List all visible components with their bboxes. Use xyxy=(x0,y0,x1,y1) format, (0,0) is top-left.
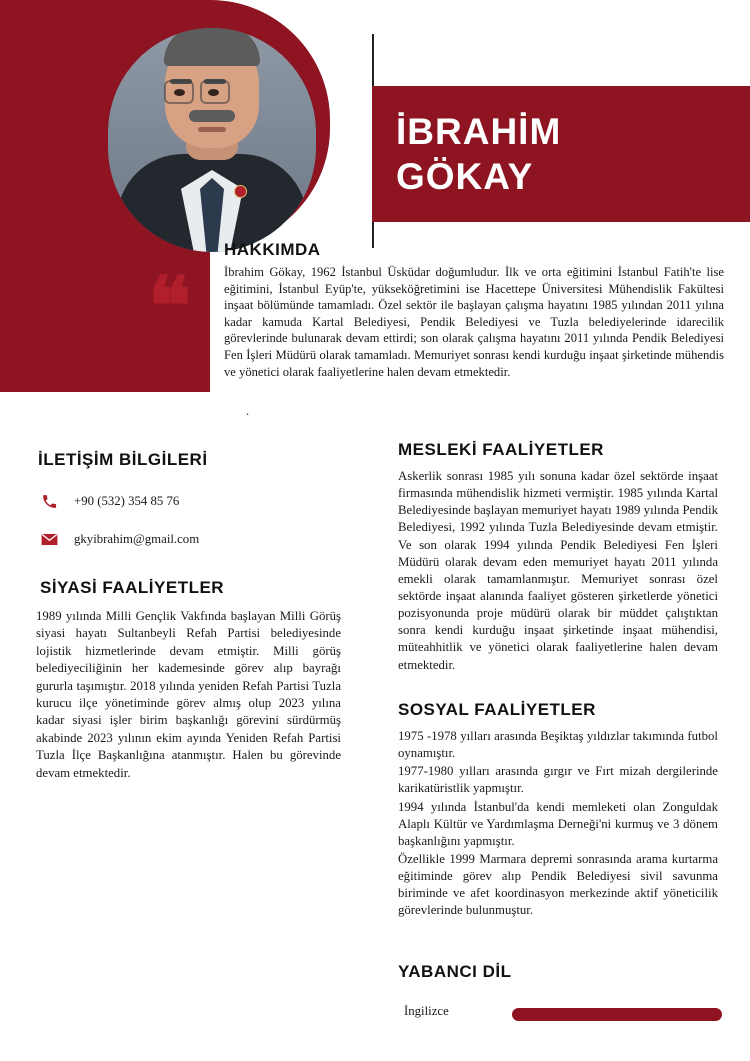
about-trailing-dot: . xyxy=(246,404,250,418)
social-paragraph: 1977-1980 yılları arasında gırgır ve Fırt mizah dergilerinde karikatüristlik yapmıştır. xyxy=(398,764,718,796)
social-activities-text xyxy=(398,728,718,921)
language-level-bar xyxy=(512,1008,722,1021)
photo-moustache xyxy=(189,110,235,122)
social-paragraph: 1994 yılında İstanbul'da kendi memleketi olan Zonguldak Alaplı Kültür ve Yardımlaşma Derneği'ni kurmuş ve 3 dönem başkanlığını yapmıştır. xyxy=(398,799,718,848)
contact-email-value: gkyibrahim@gmail.com xyxy=(74,531,200,546)
name-banner xyxy=(372,86,750,222)
portrait-photo xyxy=(108,28,316,252)
contact-item-email[interactable] xyxy=(36,528,336,550)
social-activities-title: SOSYAL FAALİYETLER xyxy=(398,700,596,719)
about-text: İbrahim Gökay, 1962 İstanbul Üsküdar doğumludur. İlk ve orta eğitimini İstanbul Fatih'te lise eğitimini, İstanbul Eyüp'te, yükseköğretimini ise Hacettepe Üniversitesi Mühendislik Fakültesi inşaat bölümünde tamamladı. Özel sektör ile başlayan çalışma hayatını 1985 yılından 2011 yılına kadar kamuda Kartal Belediyesi, Pendik Belediyesi ve Tuzla belediyelerinde idarecilik görevlerinde bulunarak devam ettirdi; son olarak çalışma hayatını 2011 yılında Pendik Belediyesi Fen İşleri Müdürü olarak tamamladı. Memuriyet sonrası kendi kurduğu inşaat şirketinde mühendis ve yönetici olarak faaliyetlerine halen devam etmektedir. xyxy=(224,265,724,379)
language-item-label: İngilizce xyxy=(404,1004,449,1018)
avatar xyxy=(108,28,316,252)
professional-activities-title: MESLEKİ FAALİYETLER xyxy=(398,440,604,459)
last-name: GÖKAY xyxy=(396,156,534,197)
photo-eye-left xyxy=(174,89,185,96)
language-title: YABANCI DİL xyxy=(398,962,512,981)
professional-activities-text: Askerlik sonrası 1985 yılı sonuna kadar özel sektörde inşaat firmasında mühendislik hizmeti vermiştir. 1985 yılında Kartal Belediyesinde başlayan memuriyet hayatı 1989 yılında Pendik Belediyesi, 1992 yılında Tuzla Belediyesinde devam etmiştir. Ve son olarak 1994 yılında Pendik Belediyesi Fen İşleri Müdürü olarak devam eden memuriyet hayatı 2011 yılında emekli olarak tamamlanmıştır. Memuriyet sonrası özel sektörde inşaat alanında faaliyet gösteren şirketlerde yönetici pozisyonunda proje müdürü olarak bir müddet çalıştıktan sonra kendi kurduğu inşaat şirketinde inşaat mühendisi, müteahhitlik ve yönetici olarak faaliyetlerine halen devam etmektedir. xyxy=(398,469,718,672)
quote-icon: ❝ xyxy=(148,264,192,352)
envelope-icon xyxy=(36,528,62,550)
contact-phone-value: +90 (532) 354 85 76 xyxy=(74,493,180,508)
contact-item-phone[interactable] xyxy=(36,490,336,512)
social-paragraph: Özellikle 1999 Marmara depremi sonrasında arama kurtarma eğitiminde görev alıp Pendik Belediyesi sivil savunma biriminde ve afet koordinasyon merkezinde aktif yöneticilik görevlerinde bulunmuştur. xyxy=(398,851,718,918)
political-activities-text: 1989 yılında Milli Gençlik Vakfında başlayan Milli Görüş siyasi hayatı Sultanbeyli Refah Partisi belediyesinde lojistik hizmetlerinde devam etmiştir. Milli görüş belediyeciliğinin her kademesinde görev alıp bayrağı gururla taşımıştır. 2018 yılında yeniden Refah Partisi Tuzla kurucu ilçe yönetiminde görev almış olup 2023 yılına kadar siyasi işler birim başkanlığı görevini sürdürmüş akabinde 2023 yılının ekim ayında Yeniden Refah Partisi Tuzla İlçe Başkanlığına atanmıştır. Halen bu görevinde devam etmektedir. xyxy=(36,609,341,780)
social-paragraph: 1975 -1978 yılları arasında Beşiktaş yıldızlar takımında futbol oynamıştır. xyxy=(398,729,718,761)
political-activities-title: SİYASİ FAALİYETLER xyxy=(40,578,225,597)
contact-list xyxy=(36,490,336,566)
photo-mouth xyxy=(198,127,226,132)
photo-lapel-pin xyxy=(234,185,247,198)
phone-icon xyxy=(36,490,62,512)
about-title: HAKKIMDA xyxy=(224,240,321,259)
first-name: İBRAHİM xyxy=(396,110,562,152)
photo-eye-right xyxy=(208,89,219,96)
photo-hair xyxy=(164,28,260,66)
contact-title: İLETİŞİM BİLGİLERİ xyxy=(38,450,208,469)
